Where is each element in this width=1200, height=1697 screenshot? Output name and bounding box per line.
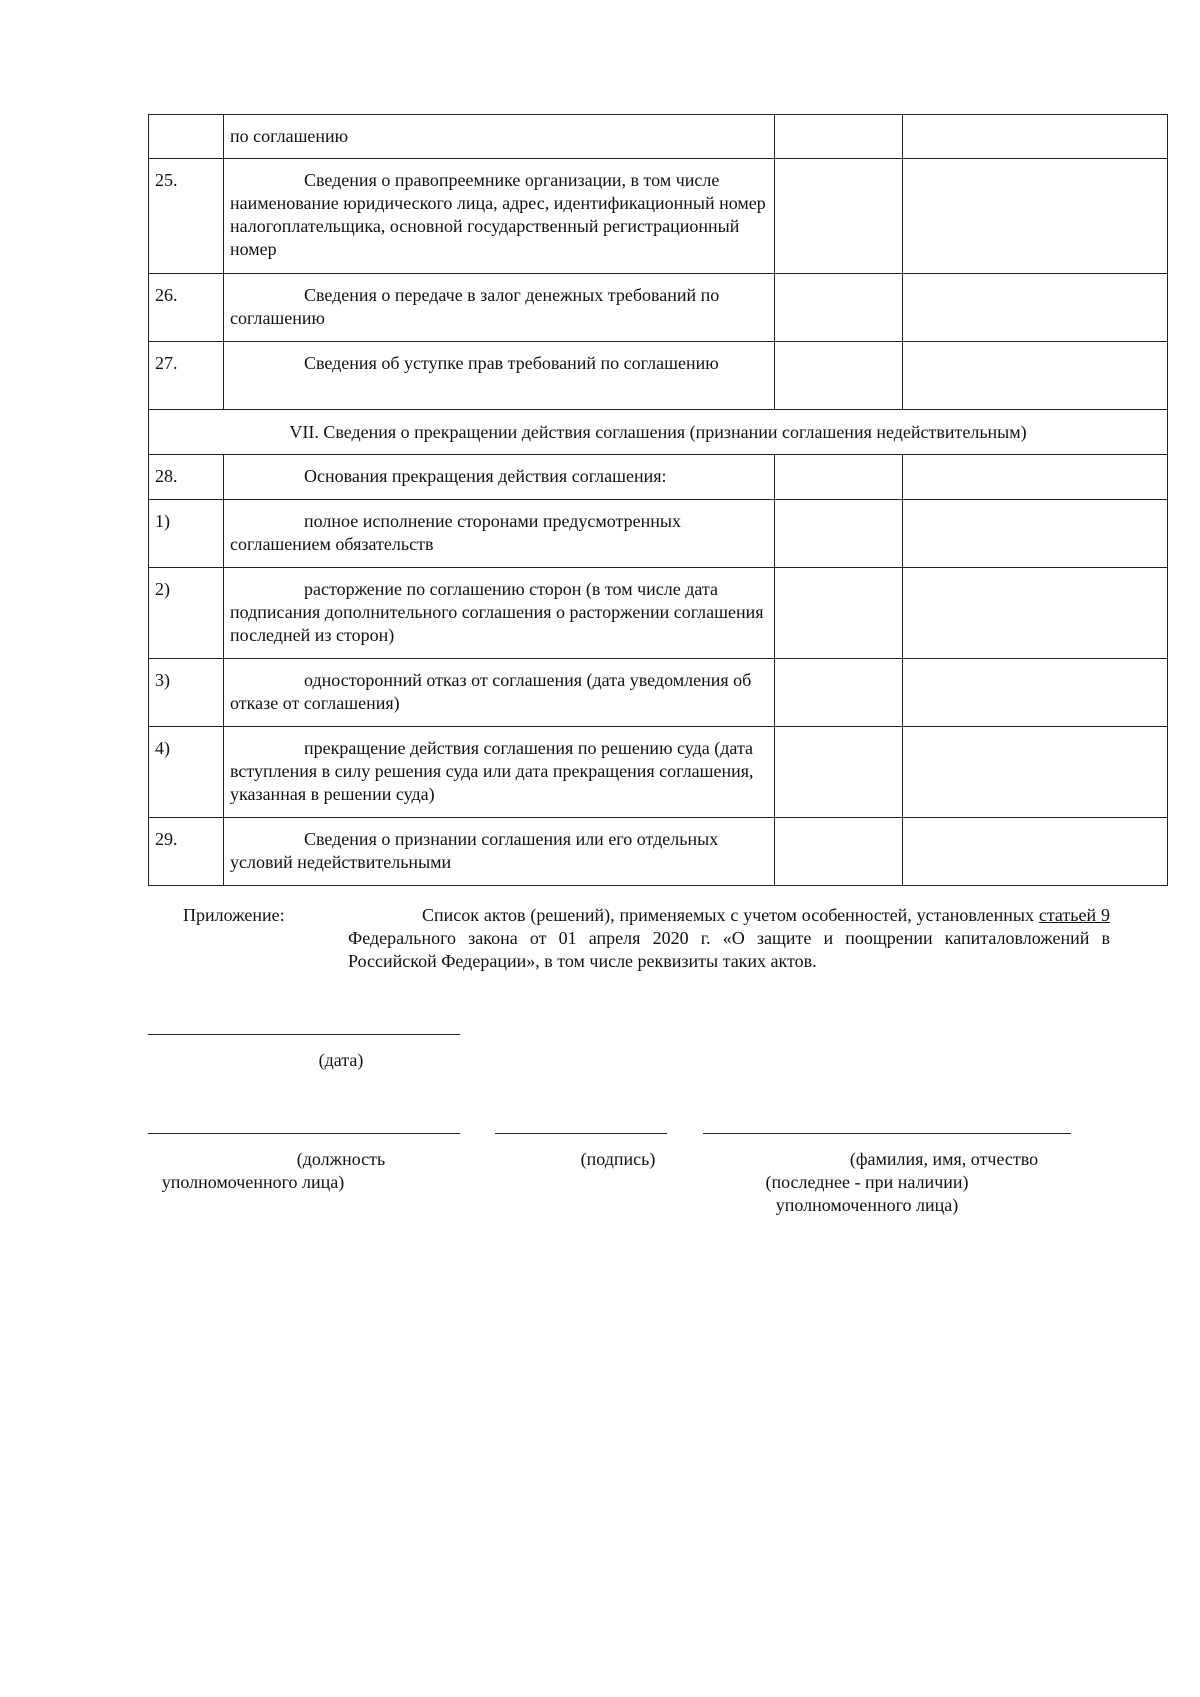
table-row (149, 342, 1168, 410)
note-cell[interactable] (903, 274, 1168, 342)
note-cell[interactable] (903, 659, 1168, 727)
appendix-text (348, 904, 1110, 973)
row-description-text: Основания прекращения действия соглашения: (304, 466, 667, 486)
row-number (149, 115, 224, 159)
value-cell[interactable] (775, 274, 903, 342)
note-cell[interactable] (903, 455, 1168, 500)
row-description (224, 274, 775, 342)
table-row (149, 274, 1168, 342)
note-cell[interactable] (903, 500, 1168, 568)
agreement-table-body (149, 115, 1168, 886)
table-row (149, 659, 1168, 727)
table-section-row (149, 410, 1168, 455)
row-description (224, 818, 775, 886)
note-cell[interactable] (903, 115, 1168, 159)
row-description-text: полное исполнение сторонами предусмотренных соглашением обязательств (230, 511, 681, 554)
position-caption: (должность уполномоченного лица) (161, 1149, 386, 1192)
value-cell[interactable] (775, 115, 903, 159)
table-row (149, 455, 1168, 500)
appendix-text-start: Список актов (решений), применяемых с учетом особенностей, установленных (422, 905, 1039, 925)
table-row (149, 568, 1168, 659)
value-cell[interactable] (775, 818, 903, 886)
name-caption: (фамилия, имя, отчество (последнее - при наличии) уполномоченного лица) (765, 1149, 1039, 1215)
table-row (149, 500, 1168, 568)
name-line (703, 1133, 1071, 1134)
row-number: 29. (149, 818, 224, 886)
row-description (224, 159, 775, 274)
row-number: 26. (149, 274, 224, 342)
row-description (224, 568, 775, 659)
row-number: 28. (149, 455, 224, 500)
note-cell[interactable] (903, 159, 1168, 274)
row-number: 2) (149, 568, 224, 659)
row-description (224, 727, 775, 818)
value-cell[interactable] (775, 455, 903, 500)
note-cell[interactable] (903, 568, 1168, 659)
row-description-text: расторжение по соглашению сторон (в том числе дата подписания дополнительного соглашения о расторжении соглашения последней из сторон) (230, 579, 764, 645)
row-description (224, 455, 775, 500)
row-description-text: Сведения о признании соглашения или его отдельных условий недействительными (230, 829, 719, 872)
appendix-law-article-link[interactable]: статьей 9 (1038, 905, 1110, 925)
row-number: 1) (149, 500, 224, 568)
value-cell[interactable] (775, 342, 903, 410)
row-description-text: прекращение действия соглашения по решению суда (дата вступления в силу решения суда или дата прекращения соглашения, указанная в решении суда) (230, 738, 754, 804)
appendix-text-end: Федерального закона от 01 апреля 2020 г. «О защите и поощрении капиталовложений в Российской Федерации», в том числе реквизиты таких актов. (348, 928, 1110, 971)
signature-caption: (подпись) (580, 1149, 656, 1169)
section-heading: VII. Сведения о прекращении действия соглашения (признании соглашения недействительным) (149, 410, 1168, 455)
value-cell[interactable] (775, 659, 903, 727)
note-cell[interactable] (903, 342, 1168, 410)
table-row (149, 727, 1168, 818)
table-row (149, 818, 1168, 886)
table-row (149, 115, 1168, 159)
row-description-text: Сведения о правопреемнике организации, в том числе наименование юридического лица, адрес, идентификационный номер налогоплательщика, основной государственный регистрационный номер (230, 170, 766, 259)
value-cell[interactable] (775, 159, 903, 274)
date-line (148, 1034, 460, 1035)
agreement-table (148, 114, 1168, 886)
row-number: 25. (149, 159, 224, 274)
row-description-text: Сведения о передаче в залог денежных требований по соглашению (230, 285, 720, 328)
appendix-label: Приложение: (183, 905, 285, 925)
position-line (148, 1133, 460, 1134)
signature-line (495, 1133, 667, 1134)
note-cell[interactable] (903, 727, 1168, 818)
value-cell[interactable] (775, 500, 903, 568)
row-number: 3) (149, 659, 224, 727)
value-cell[interactable] (775, 568, 903, 659)
note-cell[interactable] (903, 818, 1168, 886)
row-description-text: Сведения об уступке прав требований по соглашению (304, 353, 719, 373)
date-caption: (дата) (318, 1050, 364, 1070)
row-description-text: по соглашению (230, 126, 349, 146)
value-cell[interactable] (775, 727, 903, 818)
row-number: 27. (149, 342, 224, 410)
row-number: 4) (149, 727, 224, 818)
row-description-text: односторонний отказ от соглашения (дата уведомления об отказе от соглашения) (230, 670, 752, 713)
table-row (149, 159, 1168, 274)
row-description (224, 500, 775, 568)
row-description (224, 115, 775, 159)
row-description (224, 342, 775, 410)
row-description (224, 659, 775, 727)
